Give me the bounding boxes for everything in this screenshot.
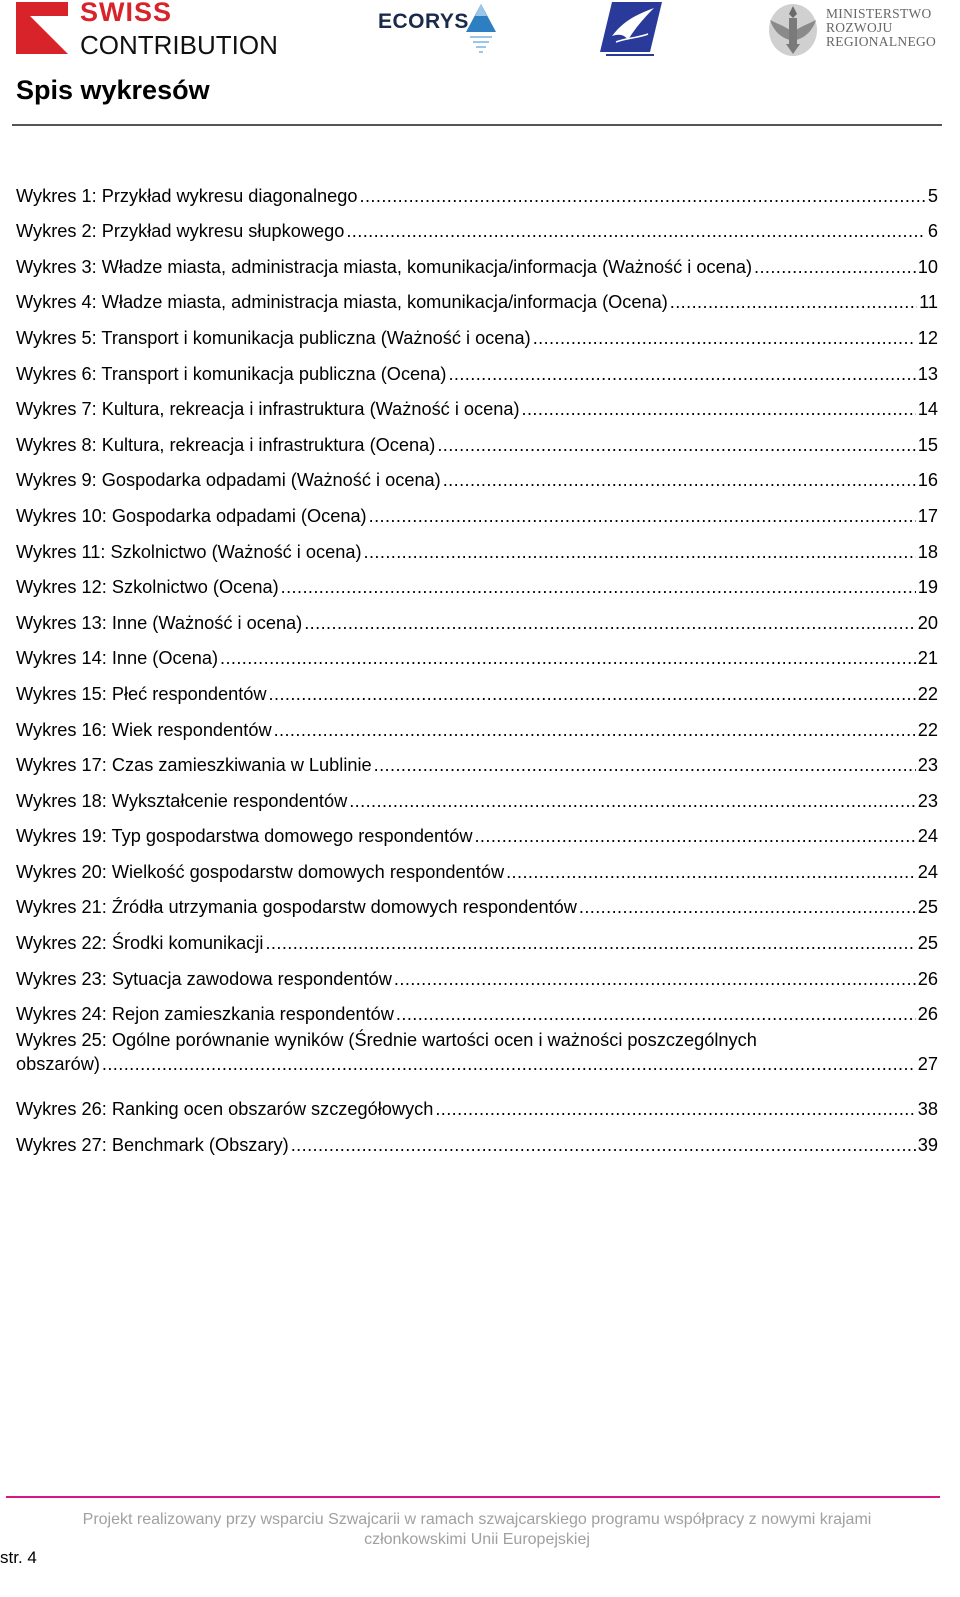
toc-leader-dots — [506, 860, 916, 884]
toc-entry-label: Wykres 9: Gospodarka odpadami (Ważność i ocena) — [16, 470, 441, 491]
toc-leader-dots — [533, 326, 916, 350]
toc-entry-page: 10 — [917, 256, 938, 277]
toc-leader-dots — [281, 575, 916, 599]
toc-entry[interactable] — [16, 564, 938, 600]
toc-entry-label: Wykres 20: Wielkość gospodarstw domowych respondentów — [16, 861, 505, 882]
toc-leader-dots — [474, 824, 915, 848]
title-divider — [12, 124, 942, 126]
toc-entry-label: Wykres 12: Szkolnictwo (Ocena) — [16, 577, 279, 598]
swiss-contribution-logo — [16, 2, 281, 58]
toc-leader-dots — [369, 504, 916, 528]
swiss-logo-line1: SWISS — [80, 0, 173, 27]
toc-entry[interactable] — [16, 742, 938, 778]
toc-entry[interactable] — [16, 172, 938, 208]
toc-entry-label: Wykres 10: Gospodarka odpadami (Ocena) — [16, 505, 367, 526]
toc-entry[interactable] — [16, 492, 938, 528]
toc-leader-dots — [394, 967, 916, 991]
ministry-line-1: MINISTERSTWO — [826, 6, 932, 21]
toc-entry-page: 22 — [917, 683, 938, 704]
footer-divider — [6, 1496, 940, 1498]
toc-entry-label: Wykres 6: Transport i komunikacja publiczna (Ocena) — [16, 363, 447, 384]
toc-entry[interactable] — [16, 777, 938, 813]
toc-leader-dots — [396, 1002, 916, 1026]
toc-leader-dots — [448, 362, 915, 386]
toc-entry-page: 39 — [917, 1135, 938, 1156]
toc-entry-label: Wykres 5: Transport i komunikacja publiczna (Ważność i ocena) — [16, 327, 531, 348]
toc-entry-label: Wykres 1: Przykład wykresu diagonalnego — [16, 185, 358, 206]
toc-entry-page: 25 — [917, 933, 938, 954]
ecorys-logo — [378, 2, 498, 58]
toc-entry-label: Wykres 15: Płeć respondentów — [16, 683, 267, 704]
toc-entry-label: Wykres 14: Inne (Ocena) — [16, 648, 218, 669]
toc-leader-dots — [265, 931, 915, 955]
toc-entry-page: 26 — [917, 968, 938, 989]
toc-entry[interactable] — [16, 884, 938, 920]
ministry-logo-text — [826, 7, 936, 49]
toc-entry-page: 17 — [917, 505, 938, 526]
toc-entry-label: Wykres 22: Środki komunikacji — [16, 933, 264, 954]
page-title: Spis wykresów — [16, 75, 210, 105]
toc-entry-page: 24 — [917, 861, 938, 882]
toc-entry[interactable] — [16, 528, 938, 564]
toc-leader-dots — [304, 611, 916, 635]
toc-entry-label-continued: obszarów) — [16, 1054, 100, 1075]
toc-entry[interactable] — [16, 350, 938, 386]
toc-entry-page: 16 — [917, 470, 938, 491]
toc-entry-label: Wykres 7: Kultura, rekreacja i infrastruktura (Ważność i ocena) — [16, 399, 520, 420]
toc-leader-dots — [579, 895, 916, 919]
toc-entry[interactable] — [16, 421, 938, 457]
toc-entry[interactable] — [16, 314, 938, 350]
toc-entry[interactable] — [16, 635, 938, 671]
toc-entry-page: 6 — [927, 221, 938, 242]
toc-leader-dots — [349, 789, 916, 813]
ecorys-mountain-icon — [464, 2, 498, 58]
toc-entry[interactable] — [16, 848, 938, 884]
toc-entry[interactable] — [16, 457, 938, 493]
toc-entry[interactable] — [16, 279, 938, 315]
toc-leader-dots — [220, 646, 916, 670]
toc-entry-page: 5 — [927, 185, 938, 206]
toc-leader-dots — [269, 682, 916, 706]
toc-entry[interactable] — [16, 1086, 938, 1122]
toc-entry-page: 13 — [917, 363, 938, 384]
toc-entry[interactable] — [16, 670, 938, 706]
toc-leader-dots — [443, 468, 916, 492]
toc-leader-dots — [274, 718, 916, 742]
toc-entry[interactable] — [16, 919, 938, 955]
toc-entry-label: Wykres 3: Władze miasta, administracja miasta, komunikacja/informacja (Ważność i ocena) — [16, 256, 752, 277]
toc-entry-label: Wykres 25: Ogólne porównanie wyników (Średnie wartości ocen i ważności poszczególnych — [16, 1030, 757, 1051]
toc-entry[interactable] — [16, 599, 938, 635]
ecorys-logo-text: ECORYS — [378, 10, 469, 33]
toc-entry[interactable] — [16, 991, 938, 1027]
toc-leader-dots — [435, 1097, 915, 1121]
toc-entry-page: 11 — [919, 292, 938, 313]
page-number: str. 4 — [0, 1548, 37, 1567]
toc-entry-page: 24 — [917, 826, 938, 847]
toc-entry-label: Wykres 13: Inne (Ważność i ocena) — [16, 612, 303, 633]
toc-entry-label: Wykres 17: Czas zamieszkiwania w Lublinie — [16, 755, 372, 776]
toc-leader-dots — [291, 1133, 916, 1157]
toc-entry-page: 20 — [917, 612, 938, 633]
toc-entry[interactable] — [16, 1121, 938, 1157]
toc-entry[interactable] — [16, 955, 938, 991]
toc-entry-label: Wykres 26: Ranking ocen obszarów szczegółowych — [16, 1099, 434, 1120]
toc-entry-page: 12 — [917, 327, 938, 348]
ministry-line-3: REGIONALNEGO — [826, 34, 937, 49]
toc-entry-page: 23 — [917, 755, 938, 776]
toc-entry-page: 21 — [917, 648, 938, 669]
toc-entry-label: Wykres 11: Szkolnictwo (Ważność i ocena) — [16, 541, 362, 562]
swiss-flag-icon — [16, 2, 68, 54]
swiss-logo-line2: CONTRIBUTION — [80, 30, 278, 60]
toc-leader-dots — [346, 219, 926, 243]
toc-entry[interactable] — [16, 386, 938, 422]
toc-leader-dots — [374, 753, 916, 777]
toc-leader-dots — [670, 290, 917, 314]
list-of-charts — [16, 172, 938, 1157]
toc-entry-label: Wykres 2: Przykład wykresu słupkowego — [16, 221, 345, 242]
toc-leader-dots — [360, 184, 926, 208]
toc-leader-dots — [754, 255, 916, 279]
bird-logo-icon — [598, 0, 664, 58]
toc-entry[interactable] — [16, 1026, 938, 1086]
toc-leader-dots — [364, 540, 916, 564]
toc-entry[interactable] — [16, 243, 938, 279]
toc-entry-label: Wykres 23: Sytuacja zawodowa respondentów — [16, 968, 392, 989]
footer-text: Projekt realizowany przy wsparciu Szwajcarii w ramach szwajcarskiego programu współpracy z nowymi krajami członkowskimi Unii Europejskiej — [82, 1511, 872, 1548]
toc-leader-dots — [522, 397, 916, 421]
eagle-emblem-icon — [766, 0, 820, 58]
toc-entry-page: 22 — [917, 719, 938, 740]
toc-entry-label: Wykres 19: Typ gospodarstwa domowego respondentów — [16, 826, 473, 847]
page-header — [0, 0, 960, 62]
toc-entry-page: 25 — [917, 897, 938, 918]
toc-entry-page: 18 — [917, 541, 938, 562]
toc-entry[interactable] — [16, 208, 938, 244]
toc-entry-label: Wykres 24: Rejon zamieszkania respondentów — [16, 1004, 394, 1025]
toc-entry[interactable] — [16, 706, 938, 742]
toc-entry-page: 27 — [917, 1054, 938, 1075]
toc-entry-page: 23 — [917, 790, 938, 811]
toc-entry-label: Wykres 8: Kultura, rekreacja i infrastruktura (Ocena) — [16, 434, 436, 455]
toc-entry-label: Wykres 18: Wykształcenie respondentów — [16, 790, 348, 811]
toc-entry[interactable] — [16, 813, 938, 849]
ministry-line-2: ROZWOJU — [826, 20, 893, 35]
toc-entry-label: Wykres 21: Źródła utrzymania gospodarstw domowych respondentów — [16, 897, 577, 918]
toc-entry-page: 19 — [917, 577, 938, 598]
toc-entry-label: Wykres 4: Władze miasta, administracja miasta, komunikacja/informacja (Ocena) — [16, 292, 668, 313]
toc-entry-page: 38 — [917, 1099, 938, 1120]
toc-leader-dots — [437, 433, 915, 457]
toc-entry-page: 14 — [917, 399, 938, 420]
toc-leader-dots — [102, 1052, 916, 1076]
toc-entry-page: 26 — [917, 1004, 938, 1025]
toc-entry-page: 15 — [917, 434, 938, 455]
toc-entry-label: Wykres 27: Benchmark (Obszary) — [16, 1135, 289, 1156]
toc-entry-label: Wykres 16: Wiek respondentów — [16, 719, 272, 740]
